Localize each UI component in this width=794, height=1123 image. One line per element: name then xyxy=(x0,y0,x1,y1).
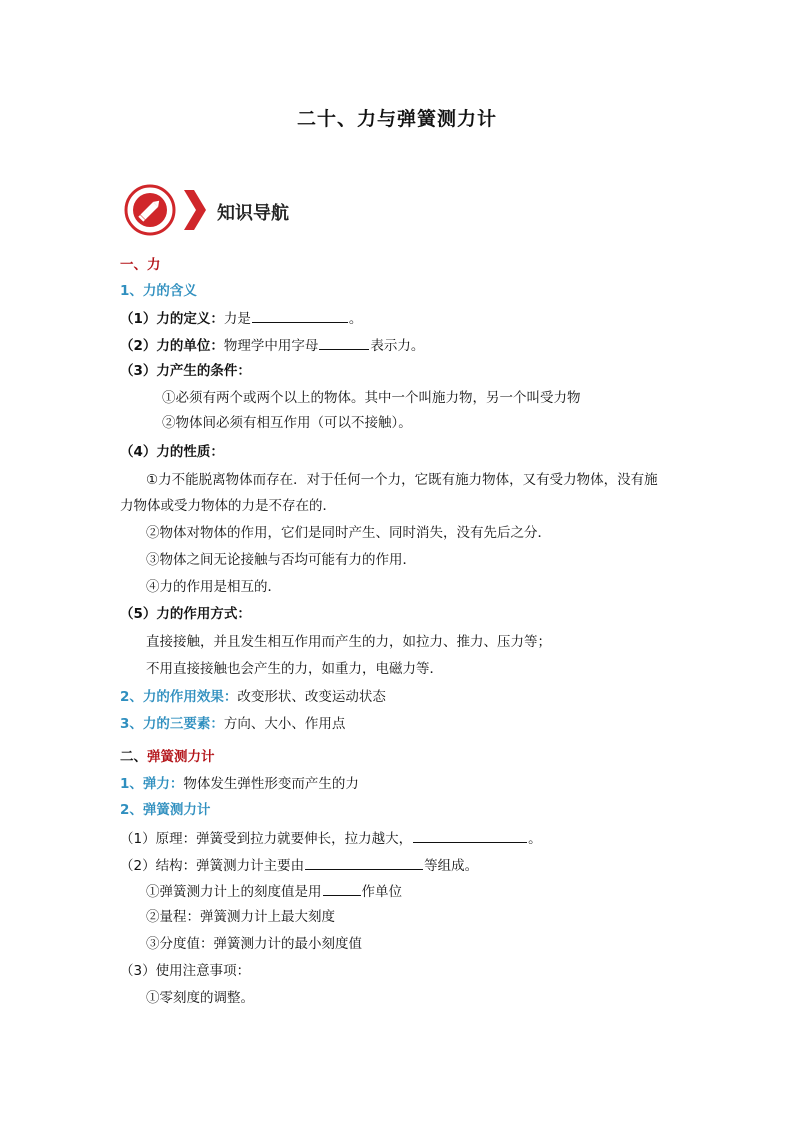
condition-line: ②物体间必须有相互作用（可以不接触）。 xyxy=(162,415,412,431)
answer-blank[interactable] xyxy=(305,855,423,870)
item-text: ①弹簧测力计上的刻度值是用 xyxy=(146,884,322,900)
answer-blank[interactable] xyxy=(252,308,348,323)
chevron-right-icon xyxy=(182,188,208,232)
subsection-elastic-force xyxy=(120,775,359,793)
condition-line: ①必须有两个或两个以上的物体。其中一个叫施力物，另一个叫受力物 xyxy=(162,390,581,406)
item-usage-notes: （3）使用注意事项： xyxy=(120,963,251,979)
item-force-unit xyxy=(120,335,424,355)
heading-main: 弹簧测力计 xyxy=(147,749,215,765)
item-text: 物理学中用字母 xyxy=(223,338,319,354)
property-line: 力物体或受力物体的力是不存在的． xyxy=(120,498,336,514)
property-line: ②物体对物体的作用，它们是同时产生、同时消失，没有先后之分． xyxy=(146,525,551,541)
subsection-text: 改变形状、改变运动状态 xyxy=(237,689,386,705)
item-label: （1）力的定义： xyxy=(120,311,224,327)
page-title: 二十、力与弹簧测力计 xyxy=(296,108,497,130)
structure-line: ②量程：弹簧测力计上最大刻度 xyxy=(146,909,335,925)
mode-line: 直接接触，并且发生相互作用而产生的力，如拉力、推力、压力等； xyxy=(146,634,551,650)
item-end: 作单位 xyxy=(361,884,402,900)
item-text: （1）原理：弹簧受到拉力就要伸长，拉力越大， xyxy=(120,831,413,847)
answer-blank[interactable] xyxy=(319,335,369,350)
item-end: 等组成。 xyxy=(424,858,479,874)
subsection-heading: 1、力的含义 xyxy=(120,283,197,299)
section-one-heading: 一、力 xyxy=(120,257,161,273)
subsection-force-effects xyxy=(120,688,386,706)
property-line: ①力不能脱离物体而存在．对于任何一个力，它既有施力物体，又有受力物体，没有施 xyxy=(146,472,658,488)
item-end: 。 xyxy=(528,831,542,847)
item-end: 。 xyxy=(348,311,363,327)
section-two-heading xyxy=(120,748,215,766)
subsection-force-elements xyxy=(120,715,345,733)
item-principle xyxy=(120,828,542,848)
subsection-text: 物体发生弹性形变而产生的力 xyxy=(183,776,359,792)
answer-blank[interactable] xyxy=(413,828,527,843)
item-force-properties: （4）力的性质： xyxy=(120,444,224,460)
structure-line xyxy=(146,881,402,901)
heading-prefix: 二、 xyxy=(120,749,147,765)
property-line: ③物体之间无论接触与否均可能有力的作用． xyxy=(146,552,416,568)
item-force-definition xyxy=(120,308,362,328)
item-text: 力是 xyxy=(223,311,251,327)
item-force-conditions: （3）力产生的条件： xyxy=(120,363,251,379)
mode-line: 不用直接接触也会产生的力，如重力，电磁力等． xyxy=(146,661,443,677)
item-text: （2）结构：弹簧测力计主要由 xyxy=(120,858,305,874)
section-nav-title: 知识导航 xyxy=(217,203,289,224)
subsection-text: 方向、大小、作用点 xyxy=(223,716,346,732)
subsection-label: 3、力的三要素： xyxy=(120,716,224,732)
item-force-modes: （5）力的作用方式： xyxy=(120,606,251,622)
subsection-label: 2、力的作用效果： xyxy=(120,689,238,705)
answer-blank[interactable] xyxy=(323,881,361,896)
item-structure xyxy=(120,855,478,875)
item-end: 表示力。 xyxy=(370,338,425,354)
item-label: （2）力的单位： xyxy=(120,338,224,354)
pencil-icon xyxy=(124,184,176,236)
subsection-heading: 2、弹簧测力计 xyxy=(120,802,211,818)
usage-line: ①零刻度的调整。 xyxy=(146,990,254,1006)
structure-line: ③分度值：弹簧测力计的最小刻度值 xyxy=(146,936,362,952)
subsection-label: 1、弹力： xyxy=(120,776,184,792)
property-line: ④力的作用是相互的． xyxy=(146,579,281,595)
